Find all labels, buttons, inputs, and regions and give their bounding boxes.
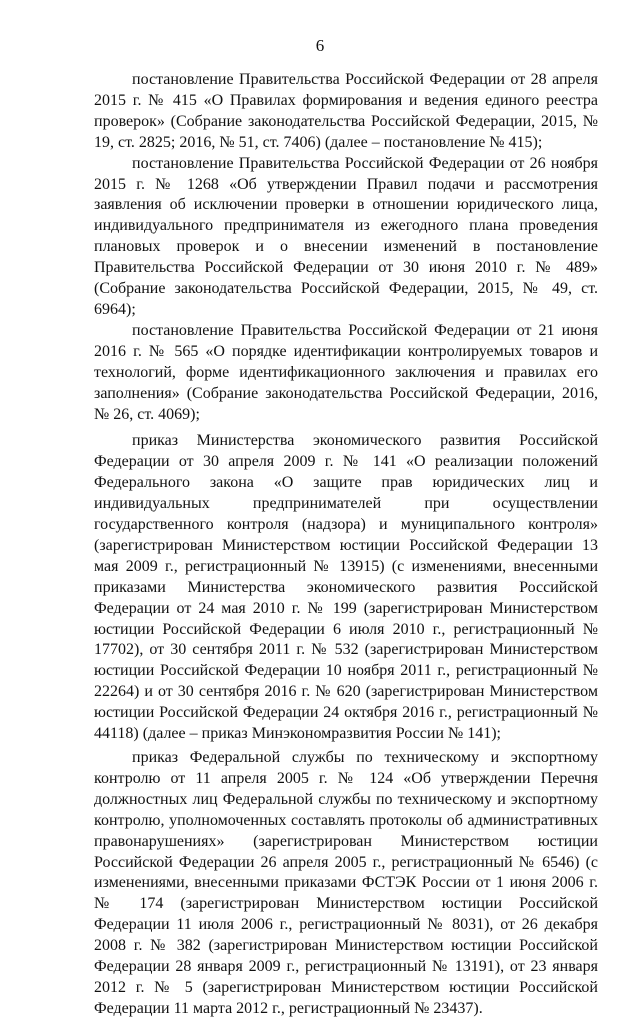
paragraph-order-124: приказ Федеральной службы по техническому и экспортному контролю от 11 апреля 2005 г. № 124 «Об утверждении Перечня должностных лиц Федеральной службы по техническому и экспортному контролю, уполномоченных составлять протоколы об административных правонарушениях» (зарегистрирован Министерством юстиции Российской Федерации 26 апреля 2005 г., регистрационный № 6546) (с изменениями, внесенными приказами ФСТЭК России от 1 июня 2006 г. № 174 (зарегистрирован Министерством юстиции Российской Федерации 11 июля 2006 г., регистрационный № 8031), от 26 декабря 2008 г. № 382 (зарегистрирован Министерством юстиции Российской Федерации 28 января 2009 г., регистрационный № 13191), от 23 января 2012 г. № 5 (зарегистрирован Министерством юстиции Российской Федерации 11 марта 2012 г., регистрационный № 23437). (94, 749, 598, 1017)
paragraph-resolution-565: постановление Правительства Российской Федерации от 21 июня 2016 г. № 565 «О порядке идентификации контролируемых товаров и технологий, форме идентификационного заключения и правилах его заполнения» (Собрание законодательства Российской Федерации, 2016, № 26, ст. 4069); (94, 321, 598, 423)
paragraph-resolution-415: постановление Правительства Российской Федерации от 28 апреля 2015 г. № 415 «О Правилах формирования и ведения единого реестра проверок» (Собрание законодательства Российской Федерации, 2015, № 19, ст. 2825; 2016, № 51, ст. 7406) (далее – постановление № 415); (94, 71, 598, 151)
document-body (94, 70, 598, 1020)
paragraph-resolution-1268: постановление Правительства Российской Федерации от 26 ноября 2015 г. № 1268 «Об утверждении Правил подачи и рассмотрения заявления об исключении проверки в отношении юридического лица, индивидуального предпринимателя из ежегодного плана проведения плановых проверок и о внесении изменений в постановление Правительства Российской Федерации от 30 июня 2010 г. № 489» (Собрание законодательства Российской Федерации, 2015, № 49, ст. 6964); (94, 154, 598, 318)
page-number: 6 (315, 36, 325, 55)
paragraph-order-141: приказ Министерства экономического развития Российской Федерации от 30 апреля 2009 г. № 141 «О реализации положений Федерального закона «О защите прав юридических лиц и индивидуальных предпринимателей при осуществлении государственного контроля (надзора) и муниципального контроля» (зарегистрирован Министерством юстиции Российской Федерации 13 мая 2009 г., регистрационный № 13915) (с изменениями, внесенными приказами Министерства экономического развития Российской Федерации от 24 мая 2010 г. № 199 (зарегистрирован Министерством юстиции Российской Федерации 6 июля 2010 г., регистрационный № 17702), от 30 сентября 2011 г. № 532 (зарегистрирован Министерством юстиции Российской Федерации 10 ноября 2011 г., регистрационный № 22264) и от 30 сентября 2016 г. № 620 (зарегистрирован Министерством юстиции Российской Федерации 24 октября 2016 г., регистрационный № 44118) (далее – приказ Минэкономразвития России № 141); (94, 432, 598, 743)
